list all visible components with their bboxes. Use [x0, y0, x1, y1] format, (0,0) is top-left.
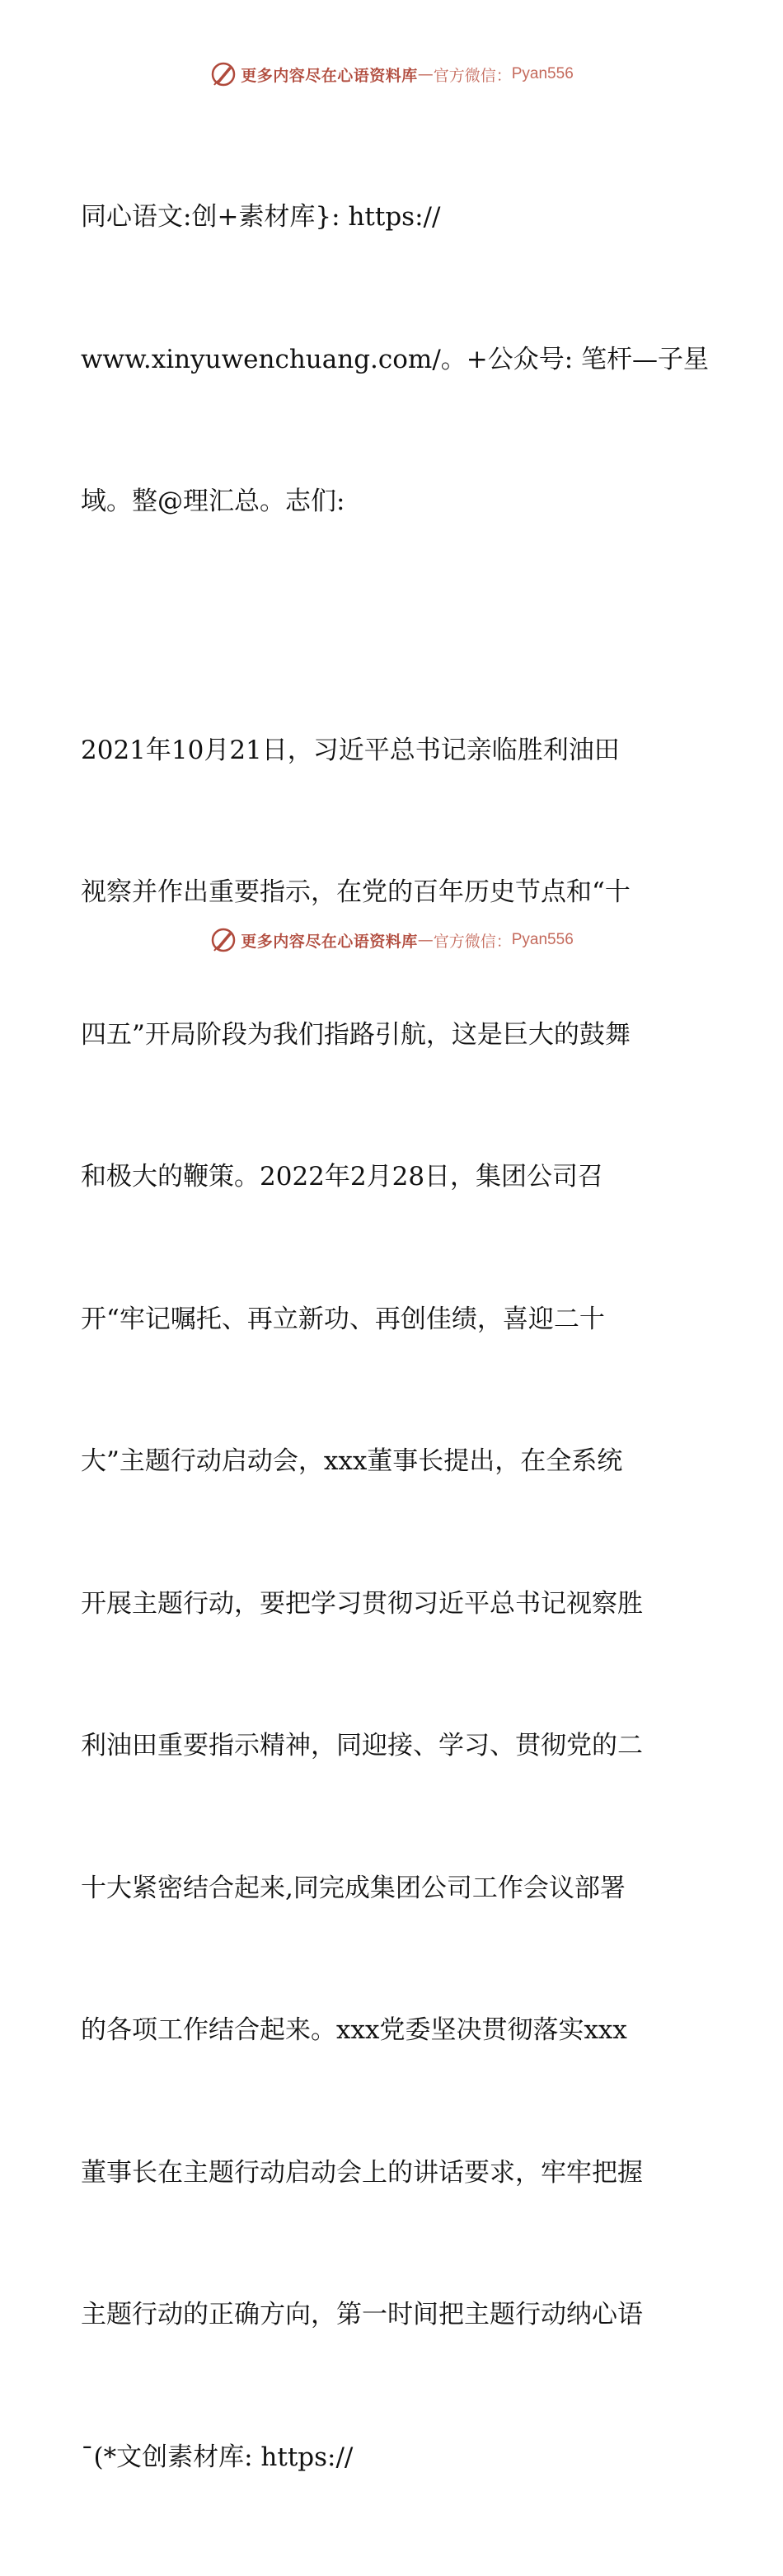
text-line: 主题行动的正确方向，第一时间把主题行动纳心语	[81, 2292, 707, 2339]
text-line: 十大紧密结合起来,同完成集团公司工作会议部署	[81, 1865, 707, 1913]
text-line: 视察并作出重要指示，在党的百年历史节点和“十	[81, 869, 707, 917]
footer-banner	[0, 924, 783, 957]
text-line: 利油田重要指示精神，同迎接、学习、贯彻党的二	[81, 1723, 707, 1770]
quill-logo-icon	[209, 60, 237, 88]
text-line: 董事长在主题行动启动会上的讲话要求，牢牢把握	[81, 2150, 707, 2198]
text-line: 的各项工作结合起来。xxx党委坚决贯彻落实xxx	[81, 2007, 707, 2055]
text-line: 四五”开局阶段为我们指路引航，这是巨大的鼓舞	[81, 1012, 707, 1060]
banner-wechat-label: 官方微信：	[434, 63, 512, 86]
paragraph-intro	[81, 99, 707, 621]
text-line: 域。整@理汇总。志们:	[81, 478, 707, 526]
banner-separator: —	[418, 65, 434, 83]
document-body	[81, 99, 707, 2576]
text-line: 和极大的鞭策。2022年2月28日，集团公司召	[81, 1154, 707, 1201]
text-line: 大”主题行动启动会，xxx董事长提出，在全系统	[81, 1438, 707, 1486]
text-line: 开“牢记嘱托、再立新功、再创佳绩，喜迎二十	[81, 1296, 707, 1344]
banner-separator: —	[418, 931, 434, 949]
banner-wechat-label: 官方微信：	[434, 929, 512, 952]
text-line: 同心语文:创+素材库}: https://	[81, 194, 707, 242]
banner-main-text: 更多内容尽在心语资料库	[241, 929, 418, 952]
text-line: www.xinyuwenchuang.com/。+公众号: 笔杆—子星	[81, 336, 707, 384]
banner-main-text: 更多内容尽在心语资料库	[241, 63, 418, 86]
text-line: 2021年10月21日，习近平总书记亲临胜利油田	[81, 727, 707, 775]
banner-wechat-id: Pyan556	[512, 931, 574, 949]
banner-wechat-id: Pyan556	[512, 65, 574, 83]
quill-logo-icon	[209, 926, 237, 954]
header-banner	[0, 58, 783, 91]
text-line: 开展主题行动，要把学习贯彻习近平总书记视察胜	[81, 1581, 707, 1629]
text-line: ¯(*文创素材库: https://	[81, 2434, 707, 2482]
